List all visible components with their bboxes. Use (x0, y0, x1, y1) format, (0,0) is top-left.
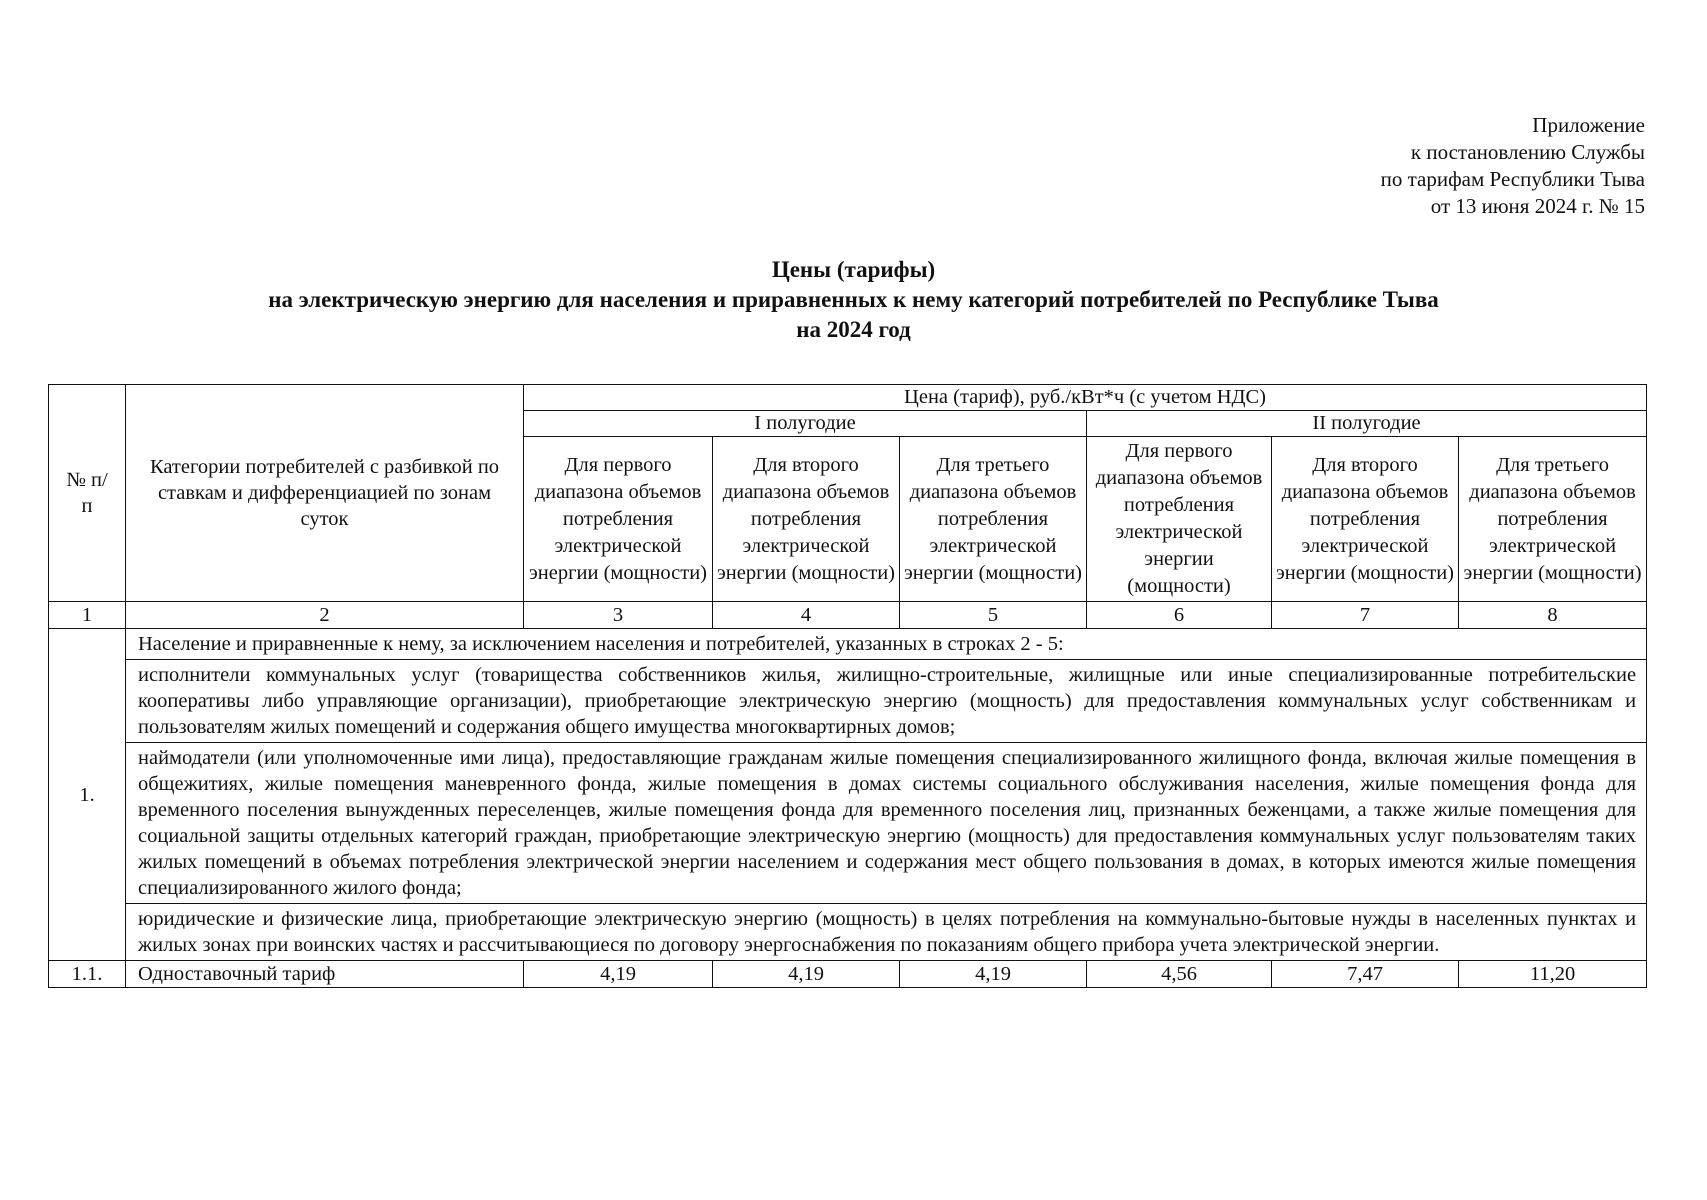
tariff-value: 4,19 (524, 961, 713, 988)
document-title (0, 255, 1707, 345)
section-1-description-2: исполнители коммунальных услуг (товарищества собственников жилья, жилищно-строительные, жилищные или иные специализированные потребительские кооперативы либо управляющие организации), приобретающие электрическую энергию (мощность) для предоставления коммунальных услуг собственникам и пользователям жилых помещений и содержания общего имущества многоквартирных домов; (126, 660, 1647, 743)
section-1-number: 1. (49, 629, 126, 961)
title-line-3: на 2024 год (796, 317, 911, 342)
section-1-description-3: наймодатели (или уполномоченные ими лица), предоставляющие гражданам жилые помещения специализированного жилищного фонда, включая жилые помещения в общежитиях, жилые помещения маневренного фонда, жилые помещения в домах системы социального обслуживания населения, жилые помещения фонда для временного поселения вынужденных переселенцев, жилые помещения фонда для временного поселения лиц, признанных беженцами, а также жилые помещения для социальной защиты отдельных категорий граждан, приобретающие электрическую энергию (мощность) для предоставления коммунальных услуг пользователям таких жилых помещений в объемах потребления электрической энергии населением и содержания мест общего пользования в домах, в которых имеются жилые помещения специализированного жилого фонда; (126, 743, 1647, 904)
appendix-block (1381, 112, 1645, 220)
column-number: 3 (524, 602, 713, 629)
tariff-value: 4,19 (900, 961, 1087, 988)
row-1-1-number: 1.1. (49, 961, 126, 988)
header-row-price (49, 385, 1647, 411)
column-number: 4 (713, 602, 900, 629)
section-1-row-a (49, 629, 1647, 660)
tariff-value: 7,47 (1272, 961, 1459, 988)
appendix-line-1: Приложение (1532, 113, 1645, 137)
column-number: 6 (1087, 602, 1272, 629)
section-1-row-c (49, 743, 1647, 904)
col-category-header: Категории потребителей с разбивкой по ставкам и дифференциацией по зонам суток (126, 385, 524, 602)
section-1-description-4: юридические и физические лица, приобретающие электрическую энергию (мощность) в целях потребления на коммунально-бытовые нужды в населенных пунктах и жилых зонах при воинских частях и рассчитывающиеся по договору энергоснабжения по показаниям общего прибора учета электрической энергии. (126, 904, 1647, 961)
tariff-value: 4,56 (1087, 961, 1272, 988)
range-header-6: Для третьего диапазона объемов потребления электрической энергии (мощности) (1459, 437, 1647, 602)
half-1-header: I полугодие (524, 411, 1087, 437)
column-number: 7 (1272, 602, 1459, 629)
section-1-row-d (49, 904, 1647, 961)
appendix-line-4: от 13 июня 2024 г. № 15 (1430, 194, 1645, 218)
section-1-description-1: Население и приравненные к нему, за исключением населения и потребителей, указанных в строках 2 - 5: (126, 629, 1647, 660)
tariff-value: 11,20 (1459, 961, 1647, 988)
table-row (49, 961, 1647, 988)
column-number: 5 (900, 602, 1087, 629)
column-number: 1 (49, 602, 126, 629)
column-number: 8 (1459, 602, 1647, 629)
row-1-1-label: Одноставочный тариф (126, 961, 524, 988)
range-header-5: Для второго диапазона объемов потребления электрической энергии (мощности) (1272, 437, 1459, 602)
range-header-4: Для первого диапазона объемов потребления электрической энергии (мощности) (1087, 437, 1272, 602)
price-header: Цена (тариф), руб./кВт*ч (с учетом НДС) (524, 385, 1647, 411)
appendix-line-2: к постановлению Службы (1410, 140, 1645, 164)
tariff-value: 4,19 (713, 961, 900, 988)
column-number-row (49, 602, 1647, 629)
col-num-header: № п/п (49, 385, 126, 602)
column-number: 2 (126, 602, 524, 629)
appendix-line-3: по тарифам Республики Тыва (1380, 167, 1645, 191)
half-2-header: II полугодие (1087, 411, 1647, 437)
range-header-1: Для первого диапазона объемов потребления электрической энергии (мощности) (524, 437, 713, 602)
title-line-2: на электрическую энергию для населения и приравненных к нему категорий потребителей по Республике Тыва (268, 287, 1439, 312)
tariff-table (48, 384, 1647, 988)
range-header-2: Для второго диапазона объемов потребления электрической энергии (мощности) (713, 437, 900, 602)
title-line-1: Цены (тарифы) (771, 257, 936, 282)
range-header-3: Для третьего диапазона объемов потребления электрической энергии (мощности) (900, 437, 1087, 602)
section-1-row-b (49, 660, 1647, 743)
